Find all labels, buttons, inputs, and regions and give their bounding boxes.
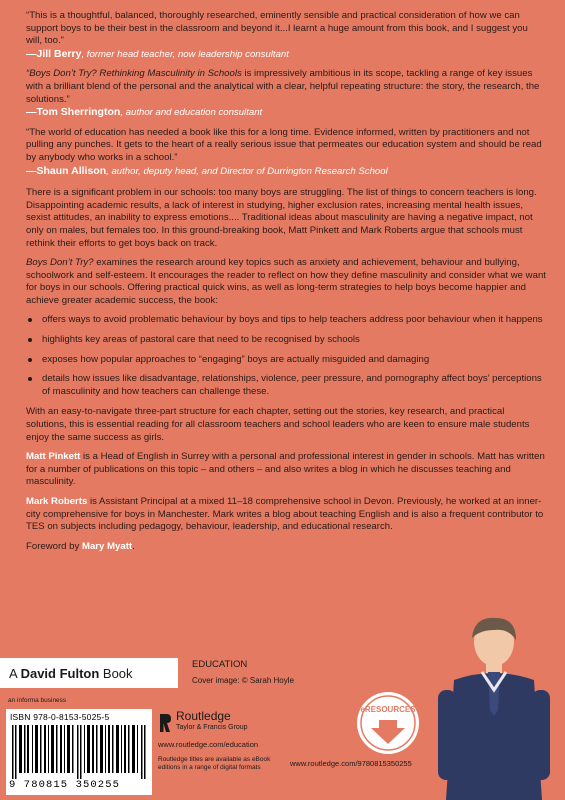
- bullet-icon: [28, 338, 32, 342]
- quote-text: “This is a thoughtful, balanced, thoroughly researched, eminently sensible and practical consideration of how we can support boys to be their best in the classroom and beyond it...I learnt a huge amount from this book, and I suggest you will, too.”: [26, 10, 528, 47]
- routledge-logo-icon: [158, 713, 172, 733]
- boy-figure-illustration: [410, 610, 560, 800]
- endorsement-quote-1: [26, 10, 546, 61]
- publisher-group: Taylor & Francis Group: [176, 724, 248, 731]
- bullet-icon: [28, 377, 32, 381]
- description: [26, 187, 546, 553]
- bullet-icon: [28, 318, 32, 322]
- quote-author: [26, 165, 546, 179]
- isbn-text: ISBN 978-0-8153-5025-5: [10, 712, 110, 722]
- feature-list: [26, 314, 546, 398]
- barcode: [6, 709, 152, 795]
- bio-name: Mark Roberts: [26, 496, 88, 507]
- foreword-name: Mary Myatt: [81, 540, 133, 552]
- structure-paragraph: With an easy-to-navigate three-part structure for each chapter, setting out the stories, key research, and practical solutions, this is essential reading for all classroom teachers and school leaders who are keen to ensure male students enjoy the same success as girls.: [26, 406, 530, 443]
- imprint-logo: A David Fulton Book: [9, 666, 133, 681]
- back-cover-text: [26, 10, 546, 560]
- barcode-bars: [12, 725, 146, 779]
- book-title: Boys Don’t Try?: [26, 257, 94, 269]
- author-role: , former head teacher, now leadership consultant: [81, 48, 289, 60]
- informa-label: an informa business: [8, 697, 67, 704]
- endorsement-quote-2: [26, 68, 546, 119]
- list-item: highlights key areas of pastoral care that need to be recognised by schools: [26, 334, 546, 347]
- author-bio: Matt Pinkett is a Head of English in Surrey with a personal and professional interest in gender in schools. Matt has written for a number of publications on this topic – and others – and also writes a blog in which he discusses teaching and masculinity.: [26, 451, 545, 488]
- cover-credit: Cover image: © Sarah Hoyle: [192, 676, 294, 685]
- list-item: exposes how popular approaches to “engaging” boys are actually misguided and damaging: [26, 354, 546, 367]
- endorsement-quote-3: [26, 127, 546, 178]
- intro-paragraph: There is a significant problem in our schools: too many boys are struggling. The list of things to concern teachers is long. Disappointing academic results, a lack of interest in studying, higher exclusion rates, increasing mental health issues, sexist attitudes, an inability to express emotions.... Traditional ideas about masculinity are having a negative impact, not only on males, but females too. In this ground-breaking book, Matt Pinkett and Mark Roberts argue that schools must rethink their efforts to get boys back on track.: [26, 187, 537, 249]
- resources-url[interactable]: www.routledge.com/9780815350255: [290, 759, 412, 768]
- ebook-note: Routledge titles are available as eBook editions in a range of digital formats: [158, 756, 271, 771]
- quote-author: [26, 48, 546, 62]
- author-name: —Tom Sherrington: [26, 106, 121, 119]
- badge-label: eRESOURCES: [360, 705, 416, 714]
- eresources-badge: [355, 690, 421, 756]
- list-item: offers ways to avoid problematic behaviour by boys and tips to help teachers address poor behaviour when it happens: [26, 314, 546, 327]
- author-role: , author and education consultant: [120, 107, 263, 119]
- quote-author: [26, 106, 546, 120]
- author-bio: Mark Roberts is Assistant Principal at a mixed 11–18 comprehensive school in Devon. Previously, he worked at an inner-city comprehensive for boys in Manchester. Mark writes a blog about teaching English and is also a frequent contributor to TES on subjects including pedagogy, behaviour, leadership, and educational research.: [26, 496, 544, 533]
- author-name: —Jill Berry: [26, 47, 82, 60]
- category-label: EDUCATION: [192, 659, 248, 670]
- bio-name: Matt Pinkett: [26, 451, 81, 463]
- bullet-icon: [28, 358, 32, 362]
- author-name: —Shaun Allison: [26, 164, 107, 177]
- quote-text: “The world of education has needed a book like this for a long time. Evidence informed, written by practitioners and not pulling any punches. It gets to the heart of a really serious issue that permeates our education system and should be read by anybody who works in a school.”: [26, 126, 542, 163]
- list-item: details how issues like disadvantage, relationships, violence, peer pressure, and pornography affect boys’ perceptions of masculinity and how teachers can challenge these.: [26, 373, 546, 398]
- summary-paragraph: Boys Don’t Try? examines the research around key topics such as anxiety and achievement, behaviour and bullying, schoolwork and self-esteem. It encourages the reader to reflect on how they define masculinity and consider what we want for boys in our schools. Offering practical quick wins, as well as long-term strategies to help boys become happier and achieve greater academic success, the book:: [26, 257, 546, 306]
- quote-text: is impressively ambitious in its scope, tackling a range of key issues with a brilliant blend of the personal and the analytical with a clear, helpful repeating structure: the story, the research, the solutions.”: [26, 68, 540, 105]
- publisher-url[interactable]: www.routledge.com/education: [158, 740, 259, 749]
- publisher-name: Routledge: [176, 709, 231, 723]
- author-role: , author, deputy head, and Director of Durrington Research School: [106, 165, 388, 177]
- quote-book-title: “Boys Don’t Try? Rethinking Masculinity in Schools: [26, 68, 242, 80]
- foreword-line: Foreword by Mary Myatt.: [26, 540, 135, 552]
- barcode-digits: 9 780815 350255: [9, 779, 121, 791]
- imprint-box: [0, 658, 178, 688]
